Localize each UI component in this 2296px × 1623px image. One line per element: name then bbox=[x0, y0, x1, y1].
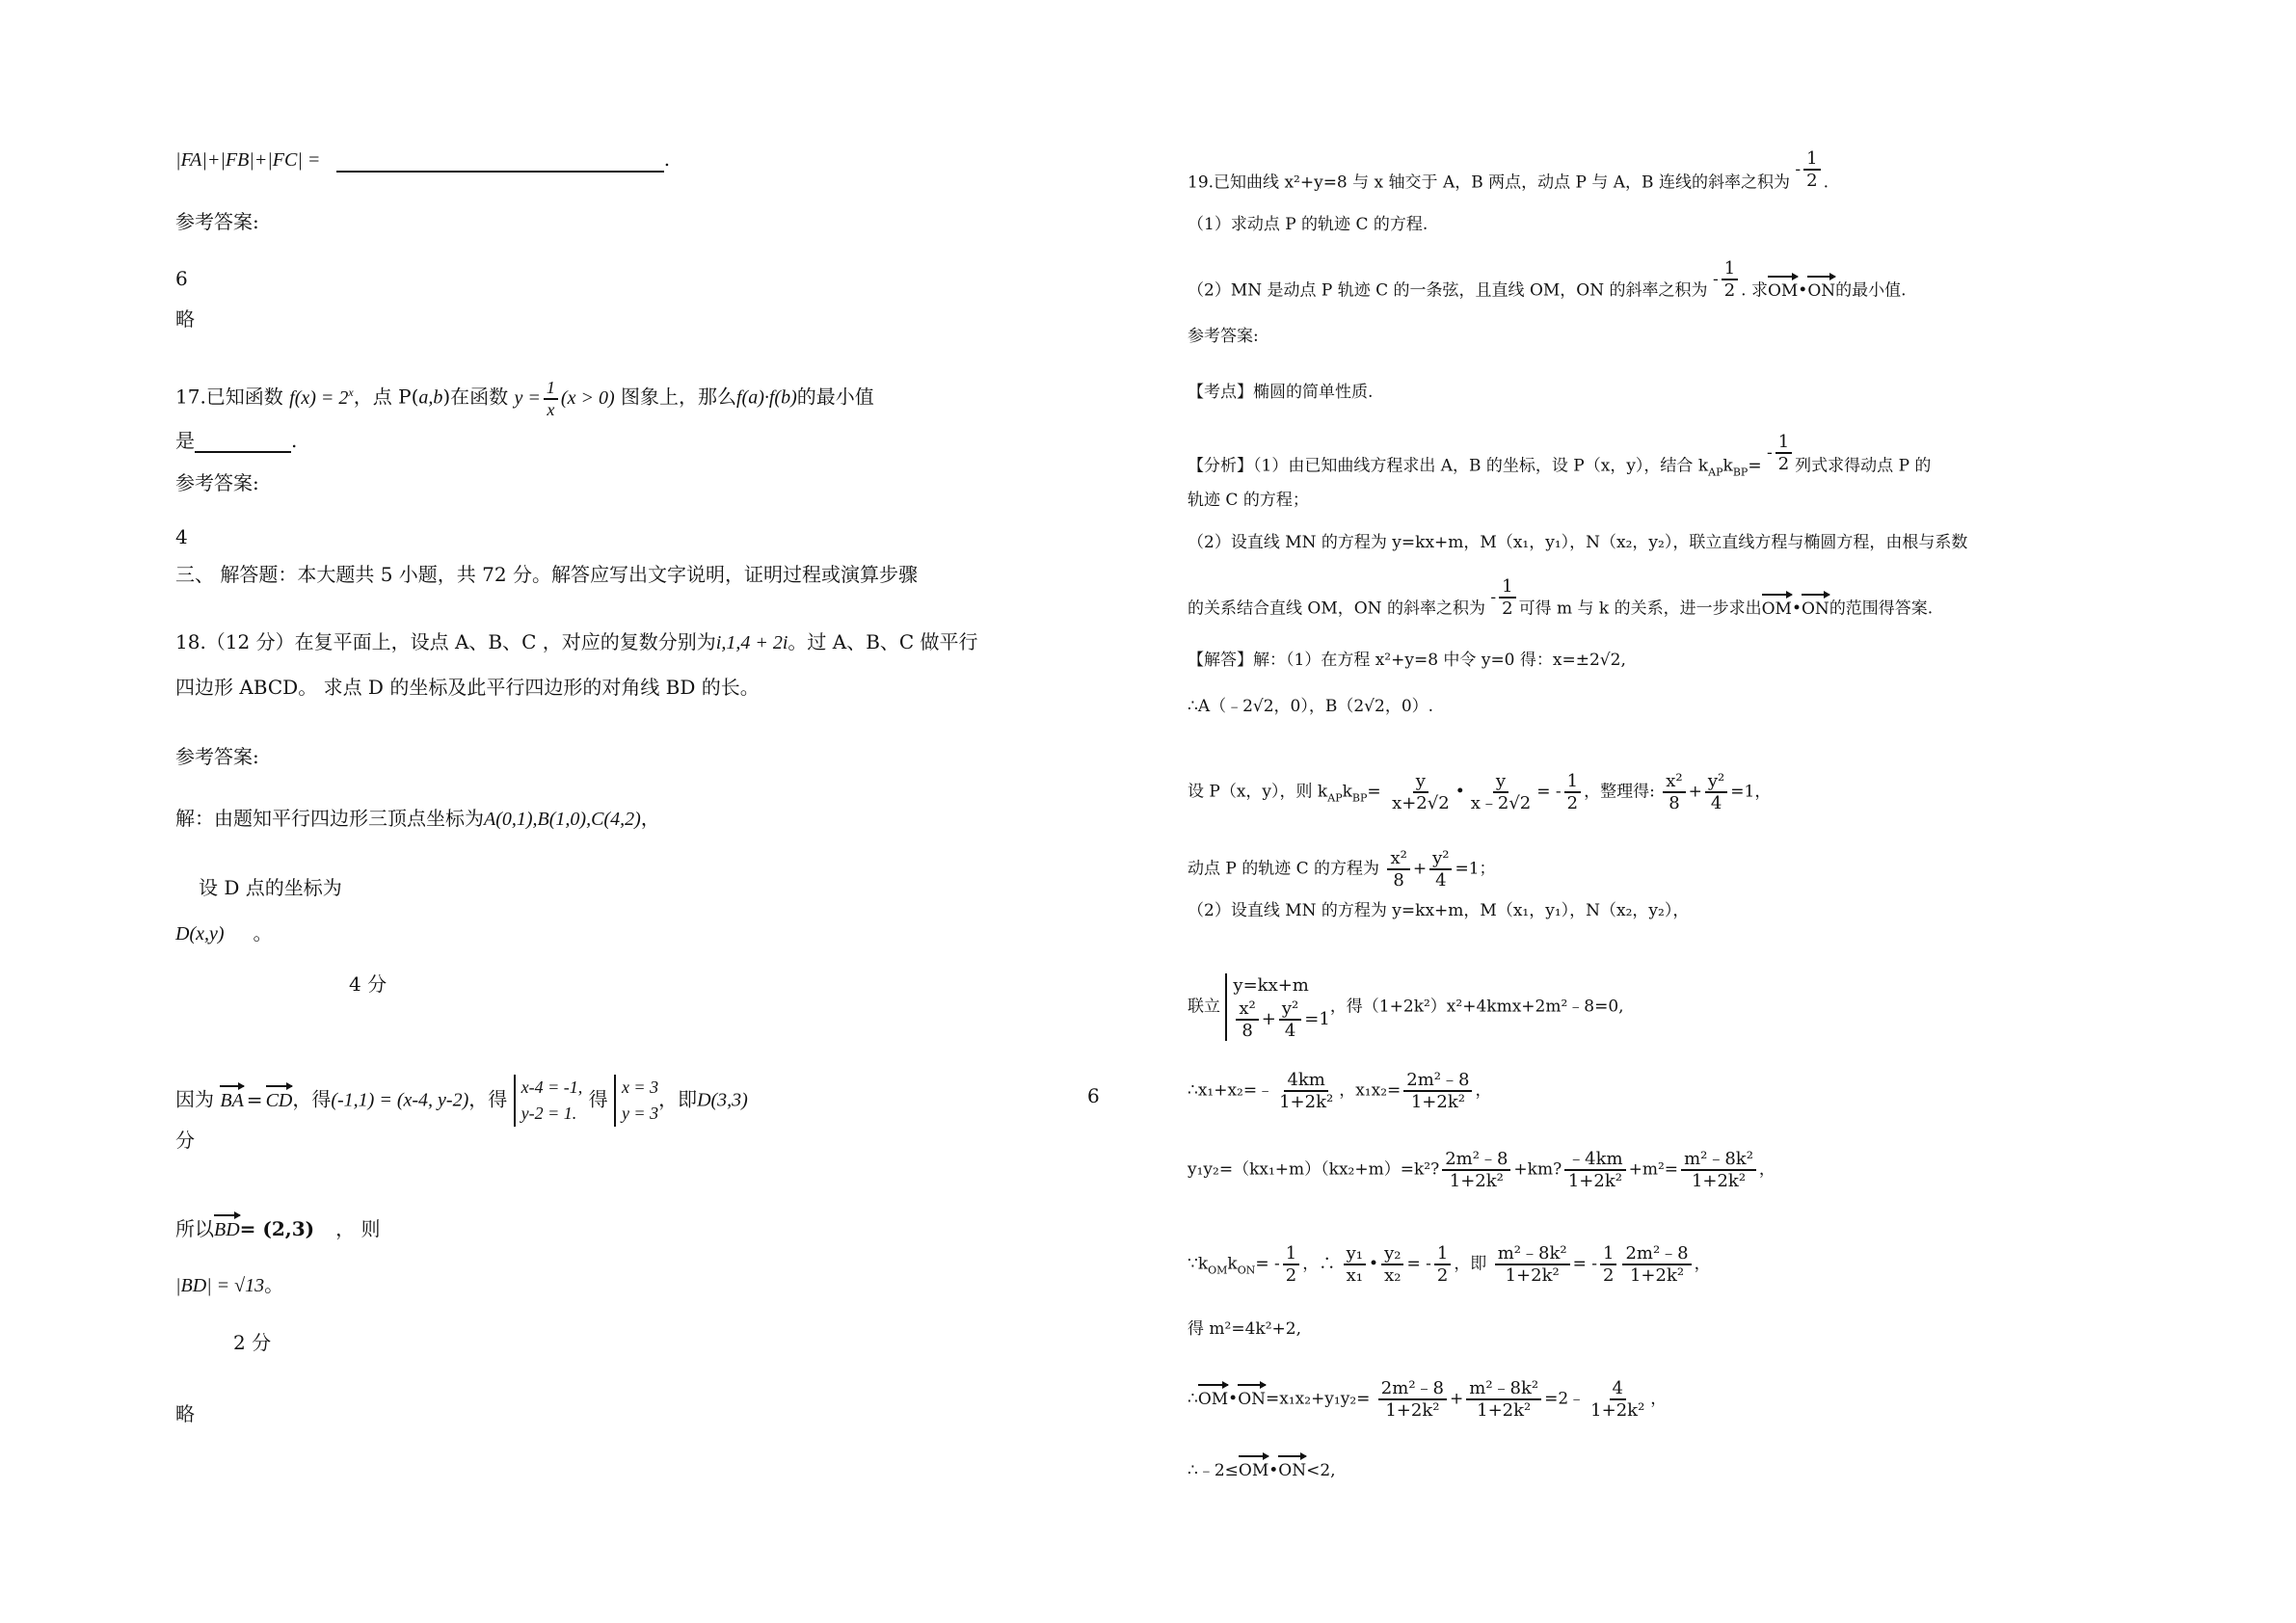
sol-line1: 解：由题知平行四边形三顶点坐标为A(0,1),B(1,0),C(4,2)， bbox=[175, 807, 660, 830]
set-d-text: 设 D 点的坐标为 bbox=[199, 876, 342, 899]
vieta-line: ∴x₁+x₂=﹣ $\frac{4km}{\text{1+2k²}}$ ，x₁x₂= $\frac{\text{2m²﹣8}}{\text{1+2k²}}$ ， bbox=[1188, 1070, 1492, 1112]
range-line: ∴﹣2≤OM•ON<2, bbox=[1188, 1455, 1336, 1483]
system-1: x-4 = -1, y-2 = 1. bbox=[514, 1075, 583, 1127]
sol-points: A(0,1),B(1,0),C(4,2) bbox=[484, 809, 641, 830]
q17-text-e: 的最小值 bbox=[796, 385, 874, 409]
q17-text-c: )在函数 bbox=[442, 385, 509, 409]
jieda-line: 【解答】解：（1）在方程 x²+y=8 中令 y=0 得：x=±2√2, bbox=[1188, 651, 1626, 670]
p2-set-line: （2）设直线 MN 的方程为 y=kx+m，M（x₁，y₁），N（x₂，y₂）， bbox=[1188, 901, 1690, 920]
q17-point: a,b bbox=[418, 386, 443, 409]
q16-omit: 略 bbox=[175, 307, 195, 331]
kaodian: 【考点】椭圆的简单性质. bbox=[1188, 383, 1374, 402]
q17-text-b: ，点 P( bbox=[353, 385, 419, 409]
q16-answer: 6 bbox=[175, 267, 188, 290]
fenxi-line1: 【分析】（1）由已知曲线方程求出 A，B 的坐标，设 P（x，y），结合 $k_{AP}k_{BP}=$ - $\frac{1}{2}$ 列式求得动点 P 的 bbox=[1188, 432, 1932, 479]
lianli-line: 联立 y=kx+m $\frac{\text{x²}}{8}$ + $\frac{\text{y²}}{4}$ =1，得（1+2k²）x²+4kmx+2m²﹣8=0, bbox=[1188, 975, 1624, 1041]
system-2: x = 3 y = 3 bbox=[614, 1075, 658, 1127]
d-coord-line: D(x,y) 。 bbox=[175, 921, 273, 945]
answer-blank[interactable] bbox=[336, 149, 664, 173]
score-2: 2 分 bbox=[233, 1331, 272, 1354]
q16-formula: |FA|+|FB|+|FC| = bbox=[175, 149, 321, 171]
q17-y-def: y = $\frac{1}{x}$ (x > 0) bbox=[514, 378, 615, 419]
y1y2-line: y₁y₂=（kx₁+m）（kx₂+m）=k²? $\frac{\text{2m²﹣8}}{\text{1+2k²}}$ +km? $\frac{﹣4km}{\text{1+2k²}}$ +m²= $\frac{\text{m²﹣8k²}}{\text{1+2k²}}$ ， bbox=[1188, 1149, 1775, 1191]
q17-line1 bbox=[175, 378, 874, 420]
fenxi-line4: 的关系结合直线 OM，ON 的斜率之积为 - $\frac{1}{2}$ 可得 m 与 k 的关系，进一步求出OM•ON的范围得答案. bbox=[1188, 588, 1933, 630]
because-line-r: $\because k_{OM}k_{ON}=$ - $\frac{1}{2}$ ，∴ $\frac{\text{y₁}}{\text{x₁}}$ • $\frac{\text{y₂}}{\text{x₂}}$ = - $\frac{1}{2}$ ，即 $\frac{\text{m²﹣8k²}}{\text{1+2k²}}$ = - $\frac{1}{2}$ $\frac{\text{2m²﹣8}}{\text{1+2k²}}$ ， bbox=[1188, 1243, 1711, 1286]
q19-part1: （1）求动点 P 的轨迹 C 的方程. bbox=[1188, 215, 1428, 234]
system-ellipse: y=kx+m $\frac{\text{x²}}{8}$ + $\frac{\text{y²}}{4}$ =1 bbox=[1225, 973, 1329, 1041]
q19-part2: （2）MN 是动点 P 轨迹 C 的一条弦，且直线 OM，ON 的斜率之积为 - $\frac{1}{2}$ . 求OM•ON的最小值. bbox=[1188, 270, 1907, 312]
m2-line: 得 m²=4k²+2, bbox=[1188, 1319, 1301, 1339]
eq-1: (-1,1) = (x-4, y-2) bbox=[331, 1089, 469, 1111]
q17-text-d: 图象上，那么 bbox=[620, 385, 736, 409]
vector-bd: BD bbox=[214, 1214, 240, 1242]
d-coord: D(x,y) bbox=[175, 923, 225, 945]
vector-cd: CD bbox=[266, 1085, 293, 1113]
q17-line2: 是 . bbox=[175, 429, 298, 452]
ref-label-right: 参考答案: bbox=[1188, 327, 1259, 346]
q17-product: f(a)·f(b) bbox=[735, 386, 797, 409]
q19-line1: 19.已知曲线 x²+y=8 与 x 轴交于 A，B 两点，动点 P 与 A，B 连线的斜率之积为 - $\frac{1}{2}$ . bbox=[1188, 148, 1829, 193]
omon-line: ∴OM•ON=x₁x₂+y₁y₂= $\frac{\text{2m²﹣8}}{\text{1+2k²}}$ + $\frac{\text{m²﹣8k²}}{\text{1+2k²}}$ =2﹣ $\frac{4}{\text{1+2k²}}$ ， bbox=[1188, 1378, 1668, 1421]
score-4: 4 分 bbox=[349, 972, 387, 996]
fenxi-line3: （2）设直线 MN 的方程为 y=kx+m，M（x₁，y₁），N（x₂，y₂），联立直线方程与椭圆方程，由根与系数 bbox=[1188, 533, 1968, 552]
because-line: 因为 BA = CD，得(-1,1) = (x-4, y-2)，得 x-4 = -1, y-2 = 1. 得 x = 3 y = 3，即D(3,3) bbox=[175, 1075, 748, 1127]
fenxi-line2: 轨迹 C 的方程； bbox=[1188, 491, 1309, 510]
section3-heading: 三、 解答题：本大题共 5 小题，共 72 分。解答应写出文字说明，证明过程或演算步骤 bbox=[175, 563, 918, 586]
so-line: 所以BD= (2,3) ， 则 bbox=[175, 1214, 380, 1242]
bd-value: = (2,3) bbox=[239, 1217, 315, 1240]
q16-formula-line: |FA|+|FB|+|FC| = . bbox=[175, 147, 671, 171]
q17-text-a: 17.已知函数 bbox=[175, 385, 283, 409]
vector-ba: BA bbox=[220, 1085, 243, 1113]
set-p-line: 设 P（x，y），则 $k_{AP}k_{BP}=$ $\frac{y}{x+2√2}$ • $\frac{y}{x﹣2√2}$ = - $\frac{1}{2}$ ，整理得: $\frac{\text{x²}}{8}$ + $\frac{\text{y²}}{4}$ =1， bbox=[1188, 771, 1772, 813]
half-frac-1: - $\frac{1}{2}$ bbox=[1795, 160, 1823, 179]
score-6-unit: 分 bbox=[175, 1129, 195, 1152]
ref-label-2: 参考答案: bbox=[175, 471, 259, 494]
q18-omit: 略 bbox=[175, 1402, 195, 1425]
q18-complex-nums: i,1,4 + 2i bbox=[715, 632, 788, 653]
ref-label-3: 参考答案: bbox=[175, 745, 259, 768]
points-ab: ∴A（﹣2√2，0），B（2√2，0）. bbox=[1188, 697, 1434, 716]
q18-line2: 四边形 ABCD。 求点 D 的坐标及此平行四边形的对角线 BD 的长。 bbox=[175, 676, 760, 699]
q17-function: $f(x) = 2^x$ bbox=[289, 385, 354, 409]
q17-answer: 4 bbox=[175, 525, 188, 548]
bd-length: |BD| = √13 bbox=[175, 1275, 265, 1296]
answer-blank-17[interactable] bbox=[195, 430, 291, 453]
score-6: 6 bbox=[1087, 1084, 1100, 1107]
ref-label-1: 参考答案: bbox=[175, 210, 259, 233]
q18-line1: 18.（12 分）在复平面上，设点 A、B、C ，对应的复数分别为i,1,4 + 2i。过 A、B、C 做平行 bbox=[175, 630, 978, 653]
d-result: D(3,3) bbox=[697, 1089, 748, 1111]
bd-length-line: |BD| = √13。 bbox=[175, 1273, 284, 1296]
traj-c-line: 动点 P 的轨迹 C 的方程为 $\frac{\text{x²}}{8}$ + $\frac{\text{y²}}{4}$ =1； bbox=[1188, 848, 1496, 891]
